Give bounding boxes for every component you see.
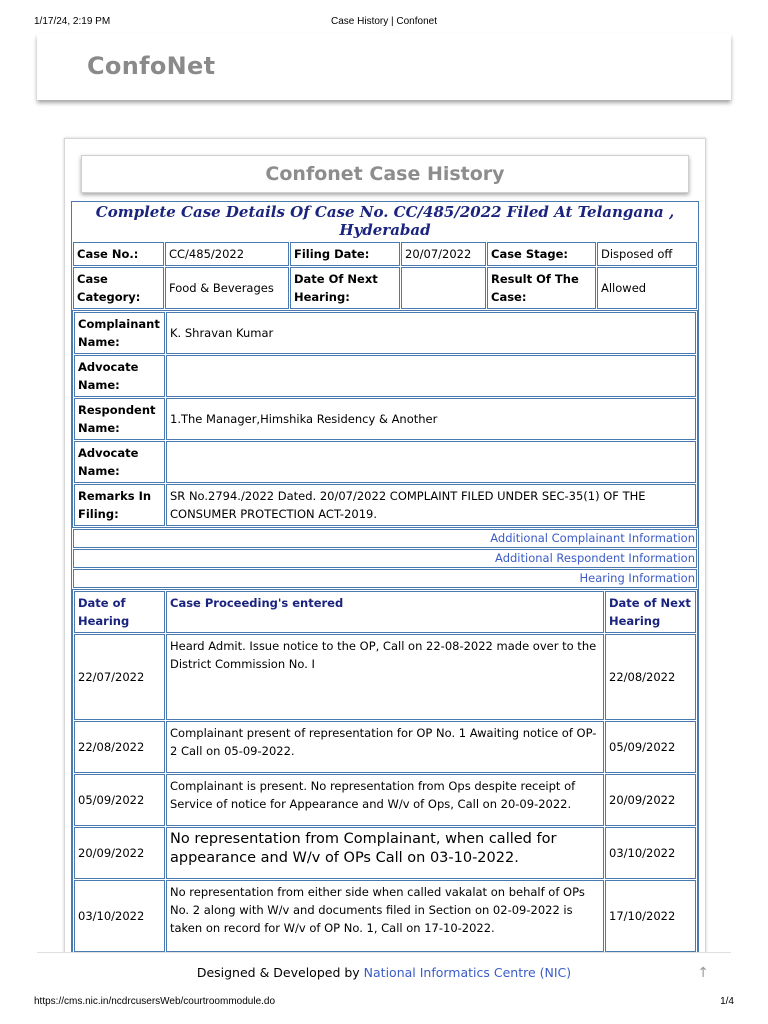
print-url: https://cms.nic.in/ncdrcusersWeb/courtroommodule.do — [34, 996, 276, 1007]
designed-by-text: Designed & Developed by — [196, 965, 360, 980]
table-row — [74, 827, 696, 879]
hearing-next-date: 20/09/2022 — [605, 774, 696, 826]
info-links — [72, 529, 698, 588]
filing-date-label: Filing Date: — [290, 242, 400, 266]
complainant-label: Complainant Name: — [74, 312, 165, 354]
page-title: Confonet Case History — [81, 155, 689, 193]
complainant-advocate-value — [166, 355, 696, 397]
print-page-number: 1/4 — [720, 996, 734, 1007]
remarks-label: Remarks In Filing: — [74, 484, 165, 526]
col-date-of-hearing: Date of Hearing — [74, 591, 165, 633]
hearing-next-date: 03/10/2022 — [605, 827, 696, 879]
hearings-table — [72, 589, 698, 970]
brand-bar — [37, 34, 731, 100]
respondent-label: Respondent Name: — [74, 398, 165, 440]
case-stage-value: Disposed off — [597, 242, 697, 266]
hearing-next-date: 22/08/2022 — [605, 634, 696, 720]
hearing-proceeding: No representation from Complainant, when called for appearance and W/v of OPs Call on 03-10-2022. — [166, 827, 604, 879]
hearing-next-date: 05/09/2022 — [605, 721, 696, 773]
case-no-value: CC/485/2022 — [165, 242, 289, 266]
next-hearing-value — [401, 267, 486, 309]
print-footer — [0, 994, 768, 1024]
hearing-proceeding: Complainant is present. No representation from Ops despite receipt of Service of notice for Appearance and W/v of Ops, Call on 20-09-2022. — [166, 774, 604, 826]
case-stage-label: Case Stage: — [487, 242, 596, 266]
hearing-date: 05/09/2022 — [74, 774, 165, 826]
respondent-value: 1.The Manager,Himshika Residency & Another — [166, 398, 696, 440]
table-row — [74, 721, 696, 773]
print-page-title: Case History | Confonet — [331, 16, 437, 27]
parties-table — [72, 310, 698, 528]
case-summary-table — [72, 241, 698, 310]
case-history-panel — [64, 138, 706, 970]
result-value: Allowed — [597, 267, 697, 309]
additional-complainant-link[interactable]: Additional Complainant Information — [73, 529, 697, 548]
arrow-up-icon[interactable]: ↑ — [697, 965, 709, 981]
result-label: Result Of The Case: — [487, 267, 596, 309]
hearing-date: 20/09/2022 — [74, 827, 165, 879]
filing-date-value: 20/07/2022 — [401, 242, 486, 266]
remarks-value: SR No.2794./2022 Dated. 20/07/2022 COMPLAINT FILED UNDER SEC-35(1) OF THE CONSUMER PROTECTION ACT-2019. — [166, 484, 696, 526]
col-date-of-next-hearing: Date of Next Hearing — [605, 591, 696, 633]
respondent-advocate-value — [166, 441, 696, 483]
hearing-proceeding: No representation from either side when called vakalat on behalf of OPs No. 2 along with W/v and documents filed in Section on 02-09-2022 is taken on record for W/v of OP No. 1, Call on 17-10-2022. — [166, 880, 604, 952]
next-hearing-label: Date Of Next Hearing: — [290, 267, 400, 309]
confonet-logo[interactable]: ConfoNet — [87, 52, 216, 80]
complainant-value: K. Shravan Kumar — [166, 312, 696, 354]
hearing-date: 03/10/2022 — [74, 880, 165, 952]
table-row — [74, 634, 696, 720]
hearing-proceeding: Complainant present of representation for OP No. 1 Awaiting notice of OP-2 Call on 05-09-2022. — [166, 721, 604, 773]
col-case-proceeding: Case Proceeding's entered — [166, 591, 604, 633]
hearing-proceeding: Heard Admit. Issue notice to the OP, Call on 22-08-2022 made over to the District Commission No. I — [166, 634, 604, 720]
hearing-date: 22/07/2022 — [74, 634, 165, 720]
case-no-label: Case No.: — [73, 242, 164, 266]
case-heading: Complete Case Details Of Case No. CC/485/2022 Filed At Telangana , Hyderabad — [95, 203, 675, 239]
hearing-information-link[interactable]: Hearing Information — [73, 569, 697, 588]
nic-link[interactable]: National Informatics Centre (NIC) — [363, 965, 572, 980]
additional-respondent-link[interactable]: Additional Respondent Information — [73, 549, 697, 568]
hearing-next-date: 17/10/2022 — [605, 880, 696, 952]
table-row — [74, 880, 696, 952]
site-footer — [37, 952, 731, 993]
case-category-value: Food & Beverages — [165, 267, 289, 309]
case-details-container — [71, 201, 699, 970]
hearing-date: 22/08/2022 — [74, 721, 165, 773]
respondent-advocate-label: Advocate Name: — [74, 441, 165, 483]
print-datetime: 1/17/24, 2:19 PM — [34, 16, 111, 27]
table-row — [74, 774, 696, 826]
complainant-advocate-label: Advocate Name: — [74, 355, 165, 397]
case-category-label: Case Category: — [73, 267, 164, 309]
